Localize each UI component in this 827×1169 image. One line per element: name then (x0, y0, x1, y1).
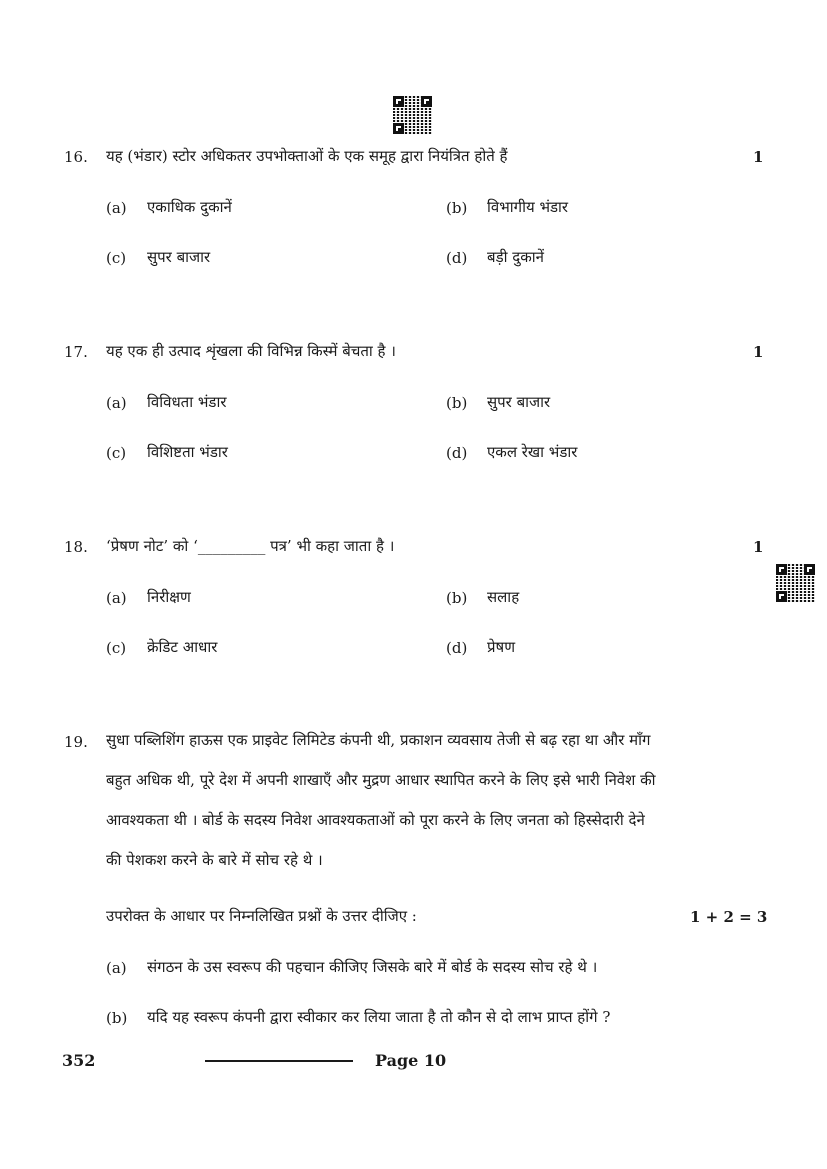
question-marks: 1 (753, 343, 764, 361)
question-number: 19. (64, 733, 88, 751)
option-label: (c) (106, 249, 127, 267)
option-text: प्रेषण (487, 638, 516, 656)
option-text: सुपर बाजार (147, 248, 211, 266)
question-text: यह एक ही उत्पाद शृंखला की विभिन्न किस्में बेचता है । (106, 342, 396, 360)
option-text: सुपर बाजार (487, 393, 551, 411)
option-label: (b) (446, 199, 468, 217)
option-text: एकाधिक दुकानें (147, 198, 232, 216)
case-instruction: उपरोक्त के आधार पर निम्नलिखित प्रश्नों के उत्तर दीजिए : (106, 907, 417, 925)
option-label: (a) (106, 199, 127, 217)
subpart-label: (b) (106, 1009, 128, 1027)
option-label: (d) (446, 249, 468, 267)
question-marks: 1 (753, 148, 764, 166)
paper-code: 352 (62, 1051, 96, 1070)
option-label: (d) (446, 444, 468, 462)
question-text: ‘प्रेषण नोट’ को ‘_________ पत्र’ भी कहा जाता है । (106, 537, 395, 555)
page-number: Page 10 (375, 1051, 447, 1070)
option-text: क्रेडिट आधार (147, 638, 218, 656)
option-label: (a) (106, 589, 127, 607)
option-label: (b) (446, 589, 468, 607)
question-text: यह (भंडार) स्टोर अधिकतर उपभोक्ताओं के एक समूह द्वारा नियंत्रित होते हैं (106, 147, 508, 165)
case-line: आवश्यकता थी । बोर्ड के सदस्य निवेश आवश्यकताओं को पूरा करने के लिए जनता को हिस्सेदारी देने (106, 811, 645, 829)
qr-code-side (776, 564, 815, 602)
question-number: 18. (64, 538, 88, 556)
option-text: निरीक्षण (147, 588, 191, 606)
option-text: एकल रेखा भंडार (487, 443, 578, 461)
qr-code-top (393, 96, 432, 134)
case-paragraph (106, 720, 734, 880)
subpart-text: संगठन के उस स्वरूप की पहचान कीजिए जिसके बारे में बोर्ड के सदस्य सोच रहे थे । (147, 958, 598, 976)
case-marks: 1 + 2 = 3 (690, 908, 768, 926)
option-text: विभागीय भंडार (487, 198, 569, 216)
question-marks: 1 (753, 538, 764, 556)
option-text: विविधता भंडार (147, 393, 227, 411)
question-number: 17. (64, 343, 88, 361)
option-text: बड़ी दुकानें (487, 248, 544, 266)
option-label: (a) (106, 394, 127, 412)
subpart-text: यदि यह स्वरूप कंपनी द्वारा स्वीकार कर लिया जाता है तो कौन से दो लाभ प्राप्त होंगे ? (147, 1008, 611, 1026)
option-label: (d) (446, 639, 468, 657)
case-line: सुधा पब्लिशिंग हाऊस एक प्राइवेट लिमिटेड कंपनी थी, प्रकाशन व्यवसाय तेजी से बढ़ रहा था और माँग (106, 731, 651, 749)
case-line: की पेशकश करने के बारे में सोच रहे थे । (106, 851, 323, 869)
footer-rule (205, 1060, 353, 1062)
option-text: विशिष्टता भंडार (147, 443, 228, 461)
option-label: (c) (106, 639, 127, 657)
case-line: बहुत अधिक थी, पूरे देश में अपनी शाखाएँ और मुद्रण आधार स्थापित करने के लिए इसे भारी निवेश की (106, 771, 656, 789)
option-label: (c) (106, 444, 127, 462)
question-number: 16. (64, 148, 88, 166)
option-label: (b) (446, 394, 468, 412)
option-text: सलाह (487, 588, 520, 606)
subpart-label: (a) (106, 959, 127, 977)
